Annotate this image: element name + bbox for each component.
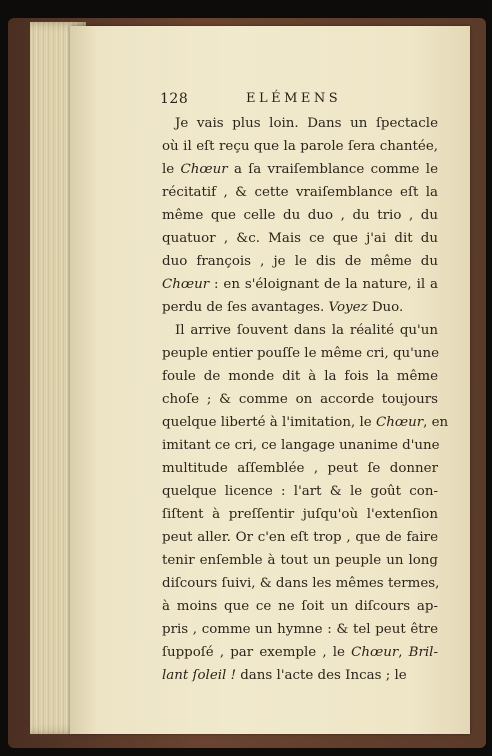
text-run: a ſa vraiſemblance comme le <box>227 162 438 177</box>
text-line <box>162 158 438 181</box>
text-line <box>162 342 438 365</box>
text-run: Il arrive ſouvent dans la réalité qu'un <box>175 323 438 338</box>
text-line <box>162 526 438 549</box>
page-number: 128 <box>160 91 189 107</box>
text-run: duo françois , je le dis de même du <box>162 254 438 269</box>
italic-text-run: Bril- <box>408 645 438 660</box>
text-run: multitude aſſemblée , peut ſe donner <box>162 461 438 476</box>
text-run: : en s'éloignant de la nature, il a <box>209 277 438 292</box>
text-run: ſuppoſé , par exemple , le <box>162 645 352 660</box>
italic-text-run: Chœur <box>180 162 228 177</box>
text-run: choſe ; & comme on accorde toujours <box>162 392 438 407</box>
text-line <box>162 296 438 319</box>
text-run: dans l'acte des Incas ; le <box>235 668 407 683</box>
italic-text-run: Chœur <box>351 645 399 660</box>
italic-text-run: lant ſoleil ! <box>162 668 236 683</box>
text-run: quatuor , &c. Mais ce que j'ai dit du <box>162 231 438 246</box>
text-run: Je vais plus loin. Dans un ſpectacle <box>175 116 438 131</box>
text-line <box>162 434 438 457</box>
text-run: peuple entier pouſſe le même cri, qu'une <box>162 346 440 361</box>
text-line <box>162 411 449 434</box>
text-run: diſcours ſuivi, & dans les mêmes termes, <box>162 576 440 591</box>
text-run: ſiſtent à preſſentir juſqu'où l'extenſion <box>162 507 438 522</box>
text-run: même que celle du duo , du trio , du <box>162 208 438 223</box>
text-run: à moins que ce ne ſoit un diſcours ap- <box>162 599 438 614</box>
text-line <box>162 319 438 342</box>
text-run: imitant ce cri, ce langage unanime d'une <box>162 438 440 453</box>
text-line <box>162 503 438 526</box>
text-line <box>162 572 438 595</box>
body-text <box>162 112 449 687</box>
text-run: où il eſt reçu que la parole ſera chantée, <box>162 139 438 154</box>
paragraph <box>162 319 449 687</box>
text-run: peut aller. Or c'en eſt trop , que de faire <box>162 530 438 545</box>
text-run: , en <box>423 415 449 430</box>
text-run: quelque licence : l'art & le goût con- <box>162 484 438 499</box>
italic-text-run: Voyez <box>328 300 368 315</box>
text-line <box>162 480 438 503</box>
text-line <box>162 273 438 296</box>
text-run: quelque liberté à l'imitation, le <box>162 415 376 430</box>
text-line <box>162 181 438 204</box>
running-header <box>160 91 390 113</box>
text-line <box>162 112 438 135</box>
text-line <box>162 365 438 388</box>
text-run: foule de monde dit à la fois la même <box>162 369 438 384</box>
text-run: récitatif , & cette vraiſemblance eſt la <box>162 185 438 200</box>
text-run: perdu de ſes avantages. <box>162 300 329 315</box>
text-line <box>162 135 438 158</box>
text-run: le <box>162 162 181 177</box>
text-run: , <box>398 645 409 660</box>
italic-text-run: Chœur <box>162 277 210 292</box>
text-line <box>162 641 438 664</box>
text-run: Duo. <box>367 300 404 315</box>
text-line <box>162 250 438 273</box>
text-line <box>162 227 438 250</box>
text-run: pris , comme un hymne : & tel peut être <box>162 622 438 637</box>
text-line <box>162 204 438 227</box>
text-line <box>162 595 438 618</box>
text-line <box>162 618 438 641</box>
paragraph <box>162 112 438 319</box>
text-run: tenir enſemble à tout un peuple un long <box>162 553 438 568</box>
text-line <box>162 388 438 411</box>
running-title: ELÉMENS <box>246 91 342 106</box>
italic-text-run: Chœur <box>375 415 424 430</box>
text-line <box>162 457 438 480</box>
text-line <box>162 664 438 687</box>
text-line <box>162 549 438 572</box>
